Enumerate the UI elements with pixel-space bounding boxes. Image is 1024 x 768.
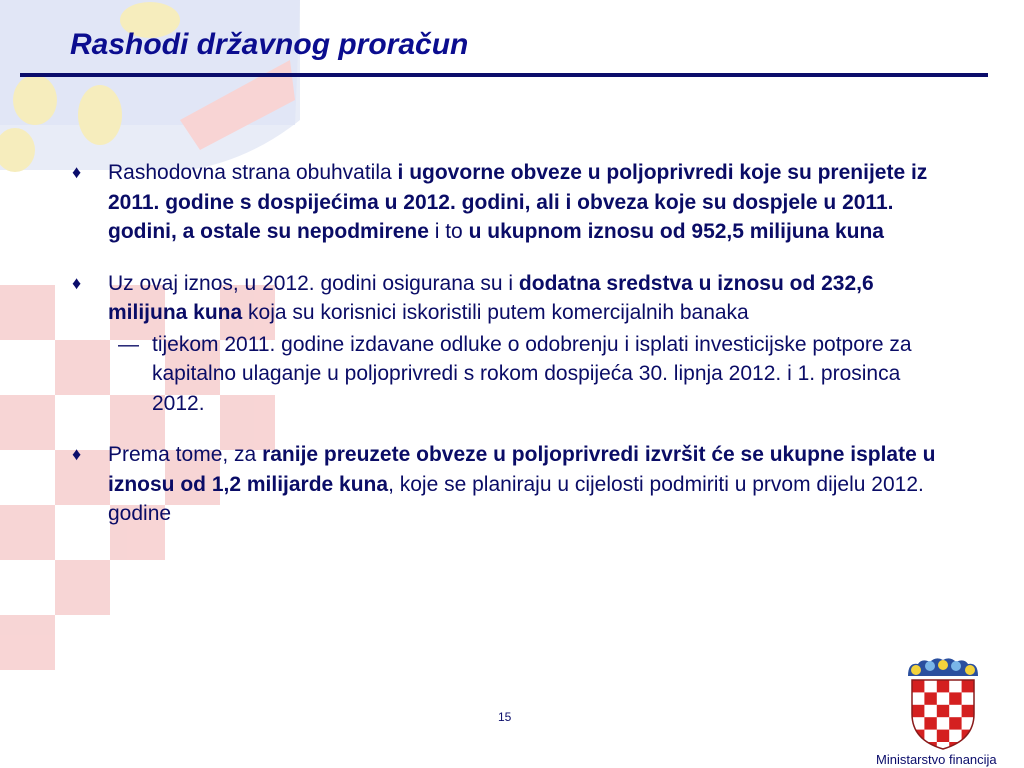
diamond-bullet-icon: ♦ bbox=[72, 162, 82, 182]
bullet-item bbox=[72, 269, 952, 328]
bullet-text: Rashodovna strana obuhvatila bbox=[108, 161, 398, 184]
bullet-text: Prema tome, za bbox=[108, 443, 263, 466]
sub-bullet-item bbox=[108, 330, 952, 419]
slide-body bbox=[72, 158, 952, 551]
bullet-bold-text: ranije preuzete obveze u poljoprivredi izvršit će se ukupne isplate u iznosu od 1,2 milijarde kuna bbox=[108, 443, 936, 496]
ministry-label: Ministarstvo financija bbox=[876, 752, 997, 767]
sub-bullet-text: tijekom 2011. godine izdavane odluke o odobrenju i isplati investicijske potpore za kapitalno ulaganje u poljoprivredi s rokom dospijeća 30. lipnja 2012. i 1. prosinca 2012. bbox=[152, 332, 912, 415]
title-underline bbox=[20, 73, 988, 77]
slide-title: Rashodi državnog proračun bbox=[70, 28, 469, 61]
bullet-item bbox=[72, 440, 952, 529]
diamond-bullet-icon: ♦ bbox=[72, 444, 82, 464]
bullet-text: Uz ovaj iznos, u 2012. godini osigurana su i bbox=[108, 271, 519, 295]
bullet-bold-text: dodatna sredstva u iznosu od 232,6 milijuna kuna bbox=[108, 271, 874, 324]
bullet-text: , koje se planiraju u cijelosti podmiriti u prvom dijelu 2012. godine bbox=[108, 472, 924, 525]
diamond-bullet-icon: ♦ bbox=[72, 272, 82, 293]
bullet-item bbox=[72, 158, 952, 247]
bullet-bold-text: i ugovorne obveze u poljoprivredi koje su prenijete iz 2011. godine s dospijećima u 2012. godini, ali i obveza koje su dospjele u 2011. godini, a ostale su nepodmirene bbox=[108, 161, 928, 243]
page-number: 15 bbox=[498, 710, 512, 724]
bullet-text: koja su korisnici iskoristili putem komercijalnih banaka bbox=[242, 301, 749, 324]
bullet-bold-text: u ukupnom iznosu od 952,5 milijuna kuna bbox=[468, 220, 884, 243]
coat-of-arms-logo-icon bbox=[902, 656, 984, 751]
bullet-text: i to bbox=[428, 220, 469, 243]
dash-bullet-icon: — bbox=[118, 332, 139, 356]
